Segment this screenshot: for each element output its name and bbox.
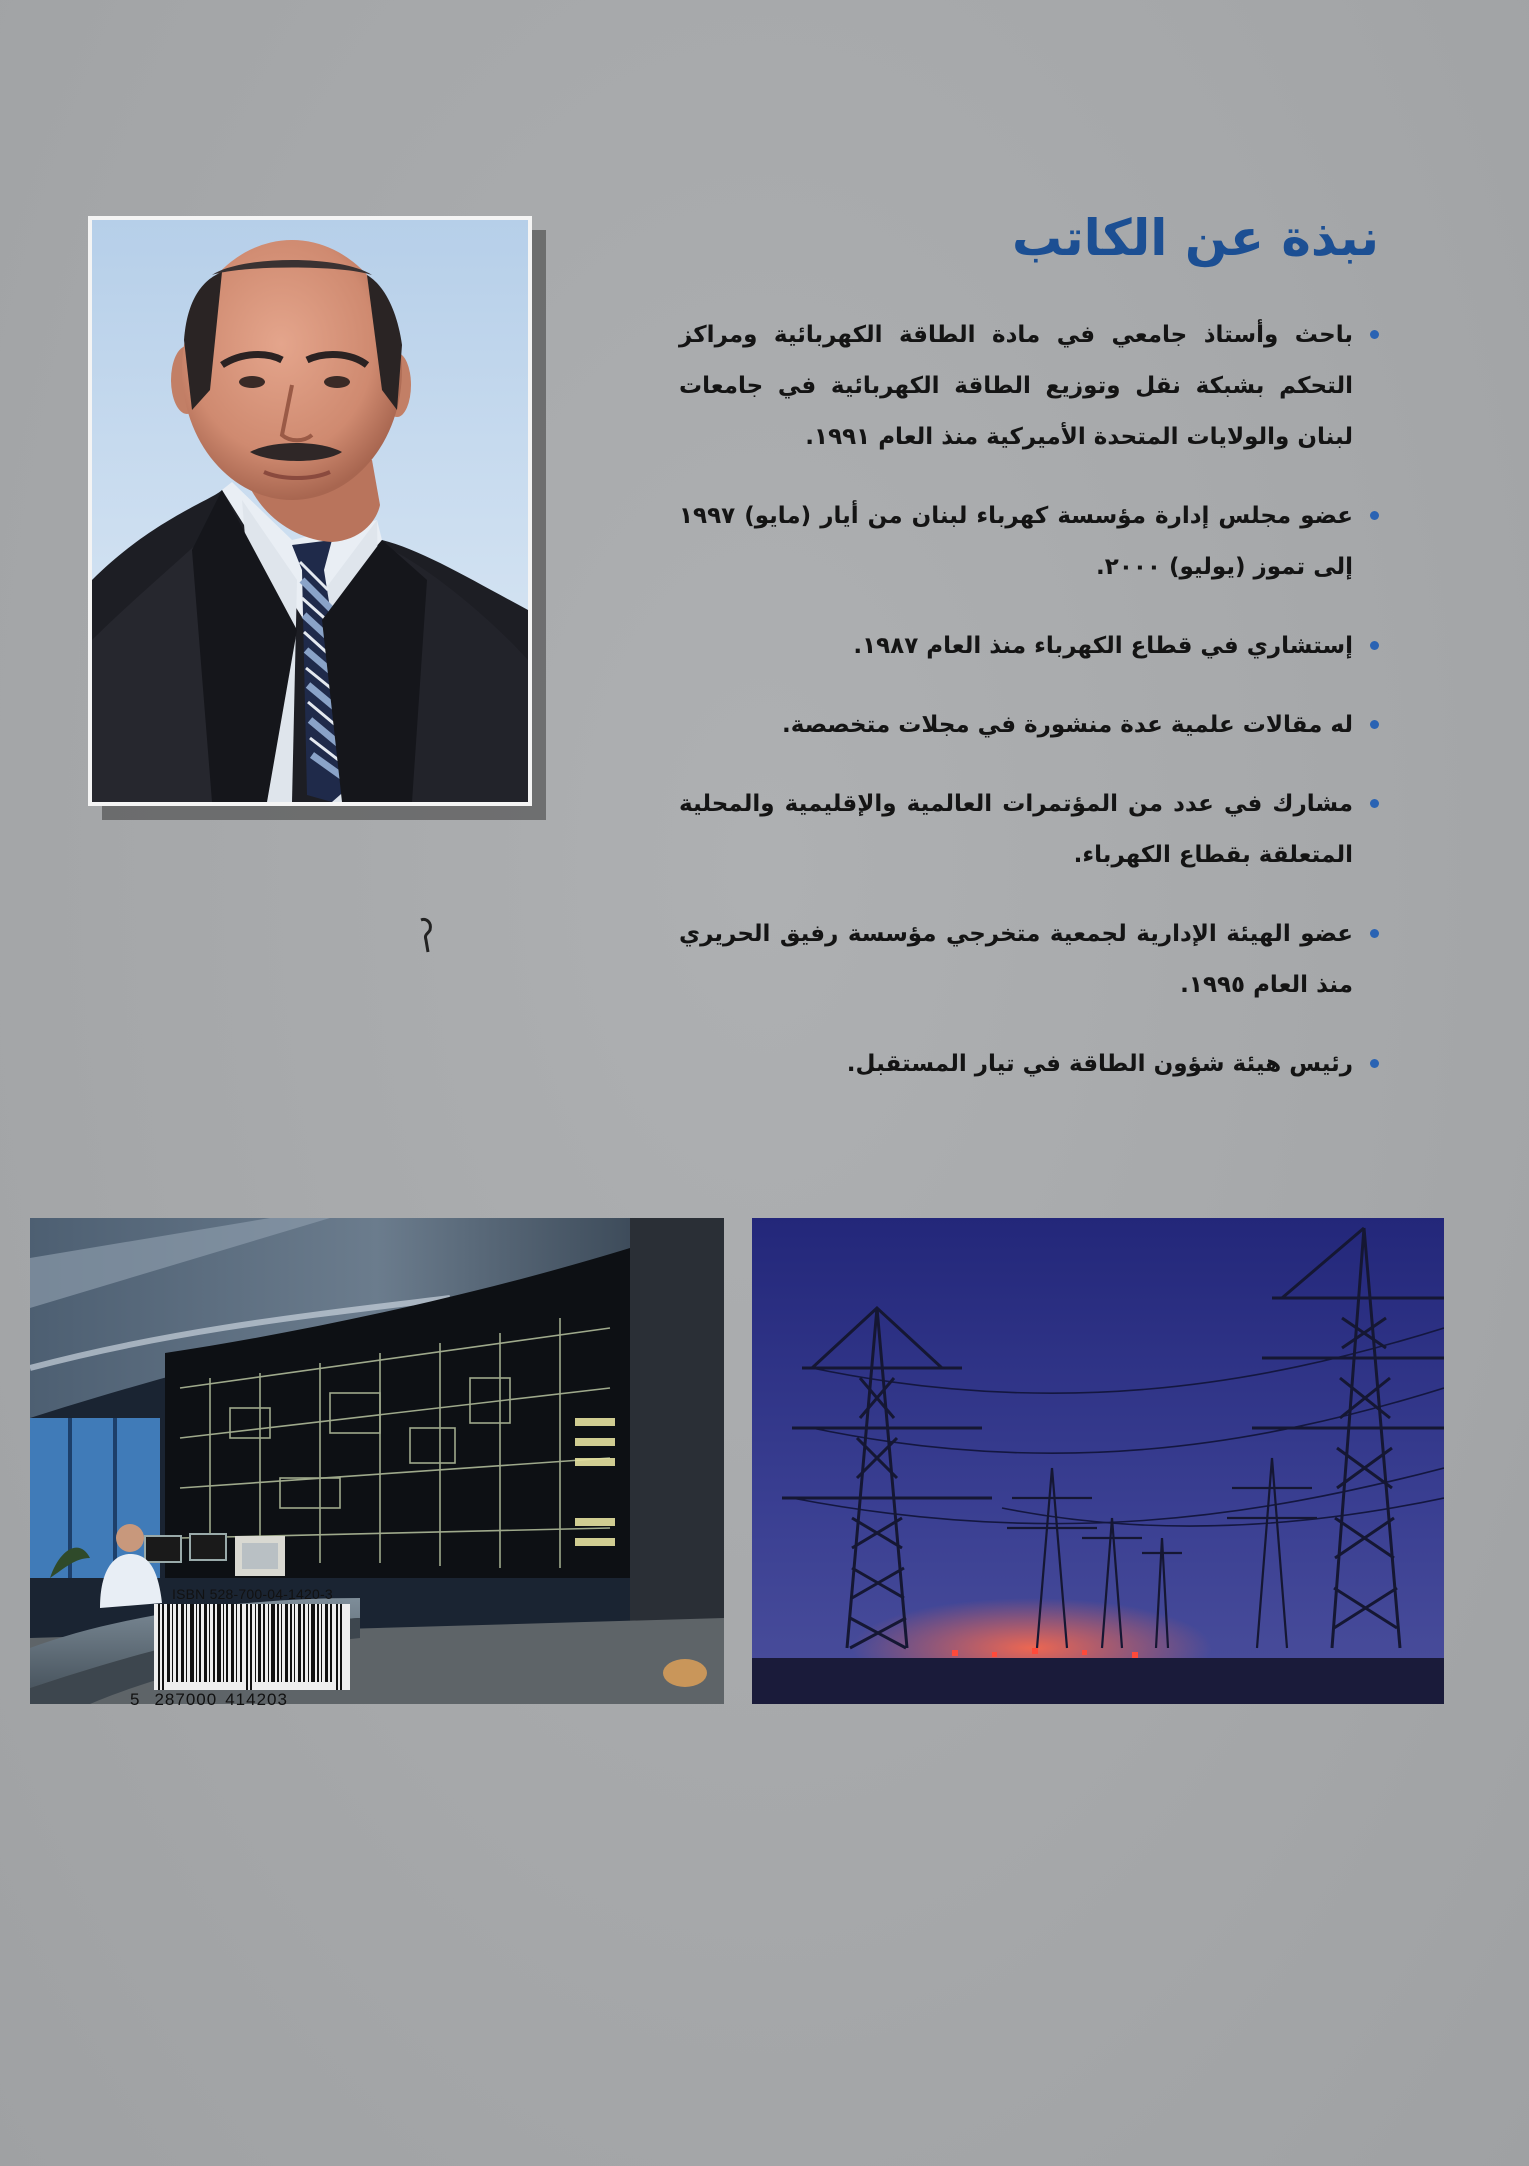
bio-item bbox=[679, 621, 1379, 672]
bio-item bbox=[679, 700, 1379, 751]
bio-list bbox=[679, 310, 1379, 1118]
bio-item bbox=[679, 1039, 1379, 1090]
pylons-photo bbox=[752, 1218, 1444, 1704]
pylons-illustration bbox=[752, 1218, 1444, 1704]
author-portrait-illustration bbox=[92, 220, 528, 802]
author-photo-frame bbox=[88, 216, 532, 806]
control-room-photo bbox=[30, 1218, 724, 1704]
bullet-icon bbox=[1370, 511, 1379, 520]
bullet-icon bbox=[1370, 799, 1379, 808]
bullet-icon bbox=[1370, 330, 1379, 339]
bio-item bbox=[679, 491, 1379, 593]
barcode-bars bbox=[154, 1604, 350, 1690]
bio-item-text: إستشاري في قطاع الكهرباء منذ العام ١٩٨٧. bbox=[853, 633, 1353, 659]
barcode-digit-first: 5 bbox=[130, 1690, 141, 1709]
bio-item-text: مشارك في عدد من المؤتمرات العالمية والإقليمية والمحلية المتعلقة بقطاع الكهرباء. bbox=[679, 791, 1353, 868]
author-photo bbox=[92, 220, 528, 802]
bio-item-text: له مقالات علمية عدة منشورة في مجلات متخصصة. bbox=[782, 712, 1353, 738]
control-room-illustration bbox=[30, 1218, 724, 1704]
bio-item-text: عضو مجلس إدارة مؤسسة كهرباء لبنان من أيار (مايو) ١٩٩٧ إلى تموز (يوليو) ٢٠٠٠. bbox=[679, 503, 1353, 580]
bio-item-text: عضو الهيئة الإدارية لجمعية متخرجي مؤسسة رفيق الحريري منذ العام ١٩٩٥. bbox=[679, 921, 1353, 998]
page-title: نبذة عن الكاتب bbox=[1011, 209, 1379, 267]
bio-item-text: رئيس هيئة شؤون الطاقة في تيار المستقبل. bbox=[846, 1051, 1353, 1077]
bullet-icon bbox=[1370, 1059, 1379, 1068]
barcode bbox=[154, 1604, 350, 1690]
ink-mark bbox=[418, 916, 438, 956]
barcode-digits-right: 414203 bbox=[225, 1690, 288, 1709]
barcode-digits bbox=[130, 1690, 288, 1710]
bullet-icon bbox=[1370, 641, 1379, 650]
bio-item bbox=[679, 779, 1379, 881]
barcode-digits-left: 287000 bbox=[154, 1690, 218, 1709]
bullet-icon bbox=[1370, 929, 1379, 938]
bio-item bbox=[679, 310, 1379, 463]
bio-item bbox=[679, 909, 1379, 1011]
isbn-label: ISBN 528-700-04-1420-3 bbox=[172, 1586, 333, 1602]
bio-item-text: باحث وأستاذ جامعي في مادة الطاقة الكهربائية ومراكز التحكم بشبكة نقل وتوزيع الطاقة الكهربائية في جامعات لبنان والولايات المتحدة الأميركية منذ العام ١٩٩١. bbox=[679, 322, 1353, 450]
bullet-icon bbox=[1370, 720, 1379, 729]
